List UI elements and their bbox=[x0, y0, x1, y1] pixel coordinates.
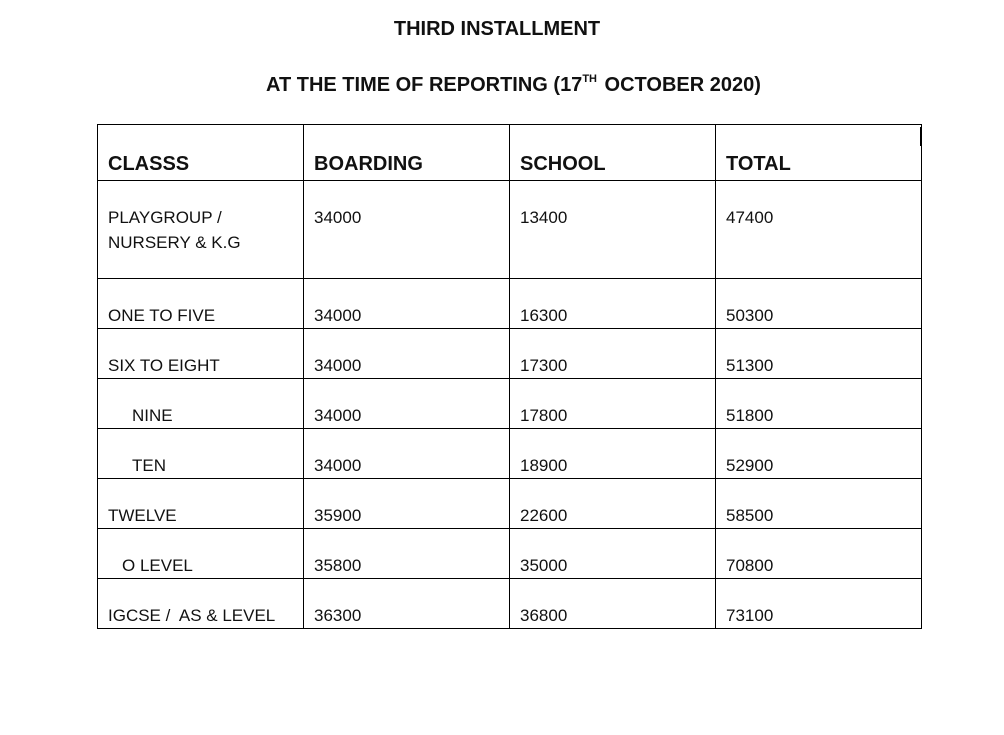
total-cell: 73100 bbox=[716, 579, 922, 629]
school-cell: 35000 bbox=[510, 529, 716, 579]
class-cell: PLAYGROUP / NURSERY & K.G bbox=[98, 181, 304, 279]
table-row bbox=[98, 379, 922, 429]
table-row bbox=[98, 181, 922, 279]
boarding-cell: 36300 bbox=[304, 579, 510, 629]
total-cell: 52900 bbox=[716, 429, 922, 479]
document-title: THIRD INSTALLMENT bbox=[393, 18, 601, 40]
class-cell: IGCSE / AS & LEVEL bbox=[98, 579, 304, 629]
header-total: TOTAL bbox=[716, 125, 922, 181]
school-cell: 36800 bbox=[510, 579, 716, 629]
boarding-cell: 35800 bbox=[304, 529, 510, 579]
boarding-cell: 34000 bbox=[304, 181, 510, 279]
fee-table bbox=[97, 124, 922, 629]
boarding-cell: 35900 bbox=[304, 479, 510, 529]
table-row bbox=[98, 579, 922, 629]
header-row bbox=[98, 125, 922, 181]
boarding-cell: 34000 bbox=[304, 279, 510, 329]
class-cell: O LEVEL bbox=[98, 529, 304, 579]
total-cell: 58500 bbox=[716, 479, 922, 529]
subtitle-superscript: TH bbox=[582, 73, 597, 85]
class-cell: ONE TO FIVE bbox=[98, 279, 304, 329]
school-cell: 16300 bbox=[510, 279, 716, 329]
total-cell: 47400 bbox=[716, 181, 922, 279]
document-subtitle bbox=[266, 73, 761, 97]
table-row bbox=[98, 279, 922, 329]
boarding-cell: 34000 bbox=[304, 329, 510, 379]
table-row bbox=[98, 479, 922, 529]
class-cell: NINE bbox=[98, 379, 304, 429]
subtitle-prefix: AT THE TIME OF REPORTING (17 bbox=[266, 74, 583, 96]
header-boarding: BOARDING bbox=[304, 125, 510, 181]
boarding-cell: 34000 bbox=[304, 379, 510, 429]
school-cell: 22600 bbox=[510, 479, 716, 529]
school-cell: 13400 bbox=[510, 181, 716, 279]
school-cell: 18900 bbox=[510, 429, 716, 479]
class-cell: TEN bbox=[98, 429, 304, 479]
school-cell: 17800 bbox=[510, 379, 716, 429]
boarding-cell: 34000 bbox=[304, 429, 510, 479]
total-cell: 70800 bbox=[716, 529, 922, 579]
total-cell: 51800 bbox=[716, 379, 922, 429]
subtitle-suffix: OCTOBER 2020) bbox=[598, 74, 761, 96]
table-row bbox=[98, 429, 922, 479]
table-row bbox=[98, 529, 922, 579]
total-cell: 51300 bbox=[716, 329, 922, 379]
school-cell: 17300 bbox=[510, 329, 716, 379]
table-row bbox=[98, 329, 922, 379]
header-class: CLASSS bbox=[98, 125, 304, 181]
class-cell: TWELVE bbox=[98, 479, 304, 529]
header-school: SCHOOL bbox=[510, 125, 716, 181]
total-cell: 50300 bbox=[716, 279, 922, 329]
class-cell: SIX TO EIGHT bbox=[98, 329, 304, 379]
